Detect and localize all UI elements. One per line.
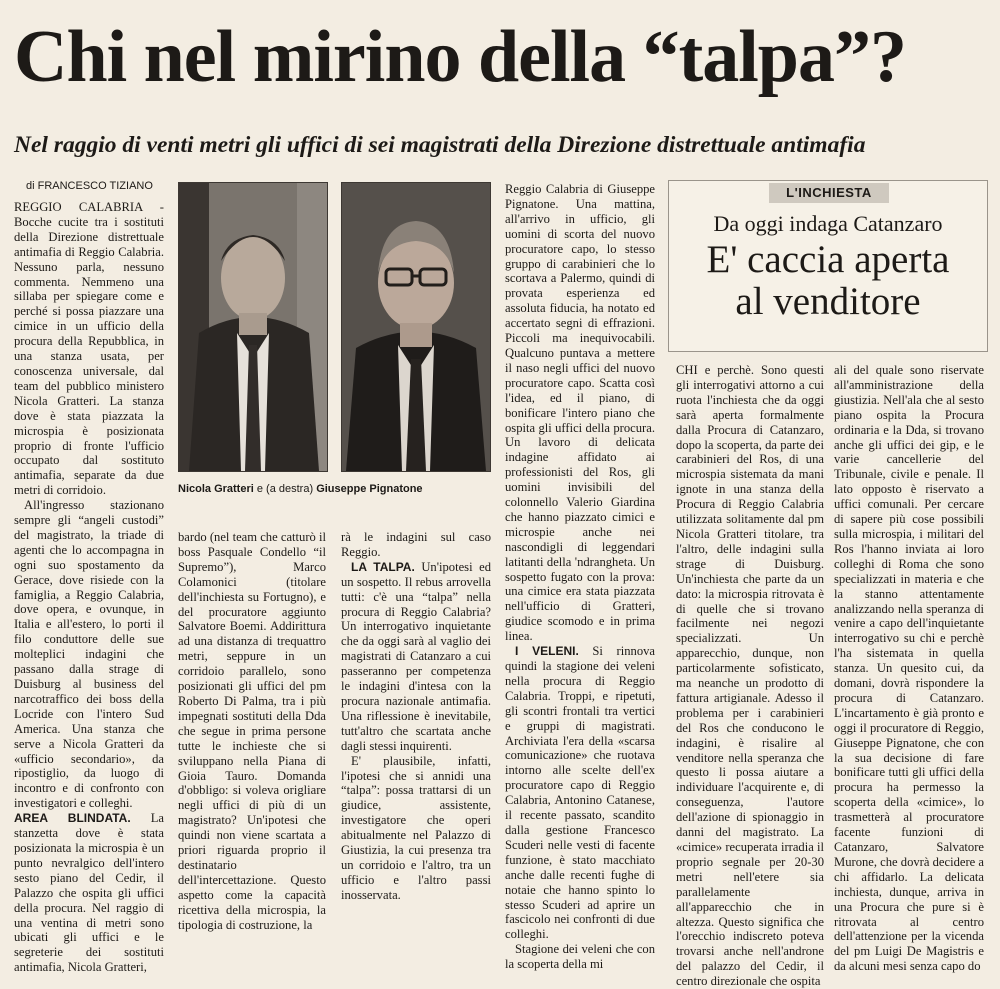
inchiesta-tag: L'INCHIESTA bbox=[769, 183, 889, 203]
article-paragraph: ali del quale sono riservate all'amministrazione della giustizia. Nell'ala che al sesto piano ospita la Procura ordinaria e la Dda, si trovano anche gli uffici dei gip, e le varie cancellerie del Tribunale, civile e penale. Il lato opposto è riservato a uffici comunali. Per cercare di sapere più cose possibili sulla microspia, i militari del Ros l'hanno inviata ai loro colleghi di Roma che sono specializzati in materia e che la stanno attentamente analizzando nella speranza di venire a capo dell'inquietante interrogativo su chi e perchè l'ha sistemata in quella stanza. Un quesito cui, da domani, dovrà rispondere la procura di Catanzaro. L'incartamento è già pronto e oggi il procuratore di Reggio, Giuseppe Pignatone, che con la sua decisione di fare bonificare tutti gli uffici della procura ha permesso la scoperta della «cimice», lo trasmetterà al procuratore facente funzioni di Catanzaro, Salvatore Murone, che dovrà decidere a chi affidarlo. La delicata inchiesta, dunque, arriva in una Procura che pure si è ritrovata al centro dell'attenzione per la vicenda del pm Luigi De Magistris e da alcuni mesi senza capo do bbox=[834, 363, 984, 974]
section-text: La stanzetta dove è stata posizionata la microspia è un punto nevralgico dell'intero sesto piano del Cedir, il Palazzo che ospita gli uffici della procura. Nel raggio di una ventina di metri sono ubicati gli uffici e le segreterie dei sostituti antimafia, Nicola Gratteri, bbox=[14, 811, 164, 975]
article-column-1 bbox=[14, 200, 164, 975]
article-paragraph: Stagione dei veleni che con la scoperta della mi bbox=[505, 942, 655, 972]
headline: Chi nel mirino della “talpa”? bbox=[14, 16, 906, 98]
byline: di FRANCESCO TIZIANO bbox=[26, 180, 153, 192]
photo-giuseppe-pignatone bbox=[341, 182, 491, 472]
article-paragraph bbox=[341, 560, 491, 754]
article-paragraph: bardo (nel team che catturò il boss Pasquale Condello “il Supremo”), Marco Colamonici (titolare dell'inchiesta su Fortugno), e del procuratore aggiunto Salvatore Boemi. Addirittura ad una distanza di trequattro metri, seppure in un corridoio parallelo, sono posizionati gli uffici del pm Roberto Di Palma, tra i più impegnati sostituti della Dda che segue in prima persone tutte le inchieste che si sviluppano nella Piana di Gioia Tauro. Domanda d'obbligo: si voleva origliare negli uffici di più di un magistrato? Un'ipotesi che quindi non viene scartata a priori riguarda proprio il destinatario dell'intercettazione. Questo aspetto come la capacità ricettiva della microspia, la tipologia di costruzione, la bbox=[178, 530, 326, 932]
section-heading: LA TALPA. bbox=[351, 559, 415, 574]
caption-name-1: Nicola Gratteri bbox=[178, 483, 254, 495]
article-paragraph: CHI e perchè. Sono questi gli interrogativi attorno a cui ruota l'inchiesta che da oggi sarà aperta formalmente dalla Procura di Catanzaro, dopo la scoperta, da parte dei carabinieri del Ros, di una microspia sistemata da mani ignote in una stanza della Procura di Reggio Calabria utilizzata solitamente dal pm Nicola Gratteri titolare, tra l'altro, delle indagini sulla strage di Duisburg. Un'inchiesta che parte da un dato: la microspia ritrovata è di quelle che si trovano facilmente nei negozi specializzati. Un apparecchio, dunque, non particolarmente sofisticato, ma neanche un prodotto di fattura artigianale. Adesso il problema per i carabinieri del Ros che conducono le indagini, è risalire al venditore nella speranza che questo li possa aiutare a individuare l'acquirente e, di conseguenza, l'autore dell'azione di spionaggio in danni del magistrato. La «cimice» recuperata irradia il proprio segnale per 20-30 metri nell'etere sia parallelamente all'apparecchio che in altezza. Questo significa che l'orecchio indiscreto poteva trovarsi anche nell'androne del palazzo del Cedir, il centro direzionale che ospita bbox=[676, 363, 824, 989]
photo-nicola-gratteri bbox=[178, 182, 328, 472]
article-paragraph: Reggio Calabria di Giuseppe Pignatone. Una mattina, all'arrivo in ufficio, gli uomini di scorta del nuovo procuratore capo, lo stesso gruppo di carabinieri che lo scortava a Palermo, quindi di provata esperienza ed assoluta fiducia, ha notato ed accertato segni di effrazioni. Piccoli ma inequivocabili. Qualcuno puntava a mettere il naso negli uffici del nuovo procuratore capo. Scatta così l'idea, ed il piano, di bonificare l'intero piano che ospita gli uffici della procura. Un lavoro di delicata indagine affidato ai professionisti del Ros, gli uomini invisibili del colonnello Valerio Giardina che hanno piazzato cimici e microspie anche nei nascondigli di leggendari latitanti della 'ndrangheta. Un sospetto fugato con la prova: una cimice era stata piazzata nell'ufficio di Gratteri, giudice scomodo e in prima linea. bbox=[505, 182, 655, 644]
subheadline: Nel raggio di venti metri gli uffici di sei magistrati della Direzione distrettuale antimafia bbox=[14, 132, 866, 158]
section-heading: AREA BLINDATA. bbox=[14, 811, 131, 826]
article-paragraph bbox=[14, 811, 164, 975]
inchiesta-box bbox=[668, 180, 988, 352]
article-column-3 bbox=[341, 530, 491, 902]
article-paragraph: All'ingresso stazionano sempre gli “angeli custodi” del magistrato, la triade di agenti che lo accompagna in ogni suo spostamento da Gerace, dove risiede con la famiglia, a Reggio Calabria, dove opera, e ovunque, in Italia e all'estero, lo porti il filo conduttore delle sue molteplici indagini che passano dalla strage di Duisburg al business del narcotraffico dei boss della Locride con l'intero Sud America. Una stanza che serve a Nicola Gratteri da «ufficio secondario», da ripostiglio, da luogo di incontro e di confronto con investigatori e colleghi. bbox=[14, 498, 164, 811]
article-paragraph: REGGIO CALABRIA - Bocche cucite tra i sostituti della Direzione distrettuale antimafia di Reggio Calabria. Nessuno parla, nessuno commenta. Nemmeno una sillaba per spiegare come e perché si possa piazzare una cimice in un ufficio della procura della Repubblica, in una stanza usata, per conoscenza universale, dal team del pubblico ministero Nicola Gratteri. La stanza dove è stata piazzata la microspia è posizionata proprio di fronte l'ufficio occupato dal sostituto antimafia, separate da due metri di corridoio. bbox=[14, 200, 164, 498]
article-column-6 bbox=[834, 363, 984, 974]
inchiesta-title bbox=[669, 239, 987, 323]
article-column-4 bbox=[505, 182, 655, 972]
article-paragraph: E' plausibile, infatti, l'ipotesi che si annidi una “talpa”: possa trattarsi di un giudice, assistente, investigatore che operi abitualmente nel Palazzo di Giustizia, la cui presenza tra un corridoio e l'altro, tra un ufficio e l'altro passi inosservata. bbox=[341, 753, 491, 902]
article-column-5 bbox=[676, 363, 824, 989]
inchiesta-title-line-1: E' caccia aperta bbox=[706, 238, 950, 281]
caption-conj: e bbox=[253, 483, 267, 495]
inchiesta-kicker: Da oggi indaga Catanzaro bbox=[713, 211, 943, 236]
caption-paren: (a destra) bbox=[266, 483, 317, 495]
section-text: Si rinnova quindi la stagione dei veleni nella procura di Reggio Calabria. Troppi, e ripetuti, gli scontri frontali tra vertici e gruppi di magistrati. Archiviata l'era della «scarsa comunicazione» che ruotava intorno alle scelte dell'ex procuratore capo di Reggio Calabria, Antonino Catanese, il recente passato, scandito dalla gestione Francesco Scuderi nelle vesti di facente funzione, è stato macchiato anche dalle recenti fughe di notaie che hanno spinto lo stesso Scuderi ad aprire un fascicolo nei confronti di due colleghi. bbox=[505, 644, 655, 942]
caption-name-2: Giuseppe Pignatone bbox=[316, 483, 423, 495]
inchiesta-title-line-2: al venditore bbox=[735, 280, 921, 323]
section-heading: I VELENI. bbox=[515, 644, 579, 659]
article-column-2 bbox=[178, 530, 326, 932]
section-text: Un'ipotesi ed un sospetto. Il rebus arrovella tutti: c'è una “talpa” nella procura di Reggio Calabria? Un interrogativo inquietante che da oggi sarà al vaglio dei magistrati di Catanzaro a cui passeranno per competenza le indagini d'intesa con la procura nazionale antimafia. Una riflessione è inevitabile, tutt'altro che scartata anche dagli stessi inquirenti. bbox=[341, 559, 491, 753]
article-paragraph bbox=[505, 644, 655, 942]
photo-caption bbox=[178, 483, 423, 495]
article-paragraph: rà le indagini sul caso Reggio. bbox=[341, 530, 491, 559]
